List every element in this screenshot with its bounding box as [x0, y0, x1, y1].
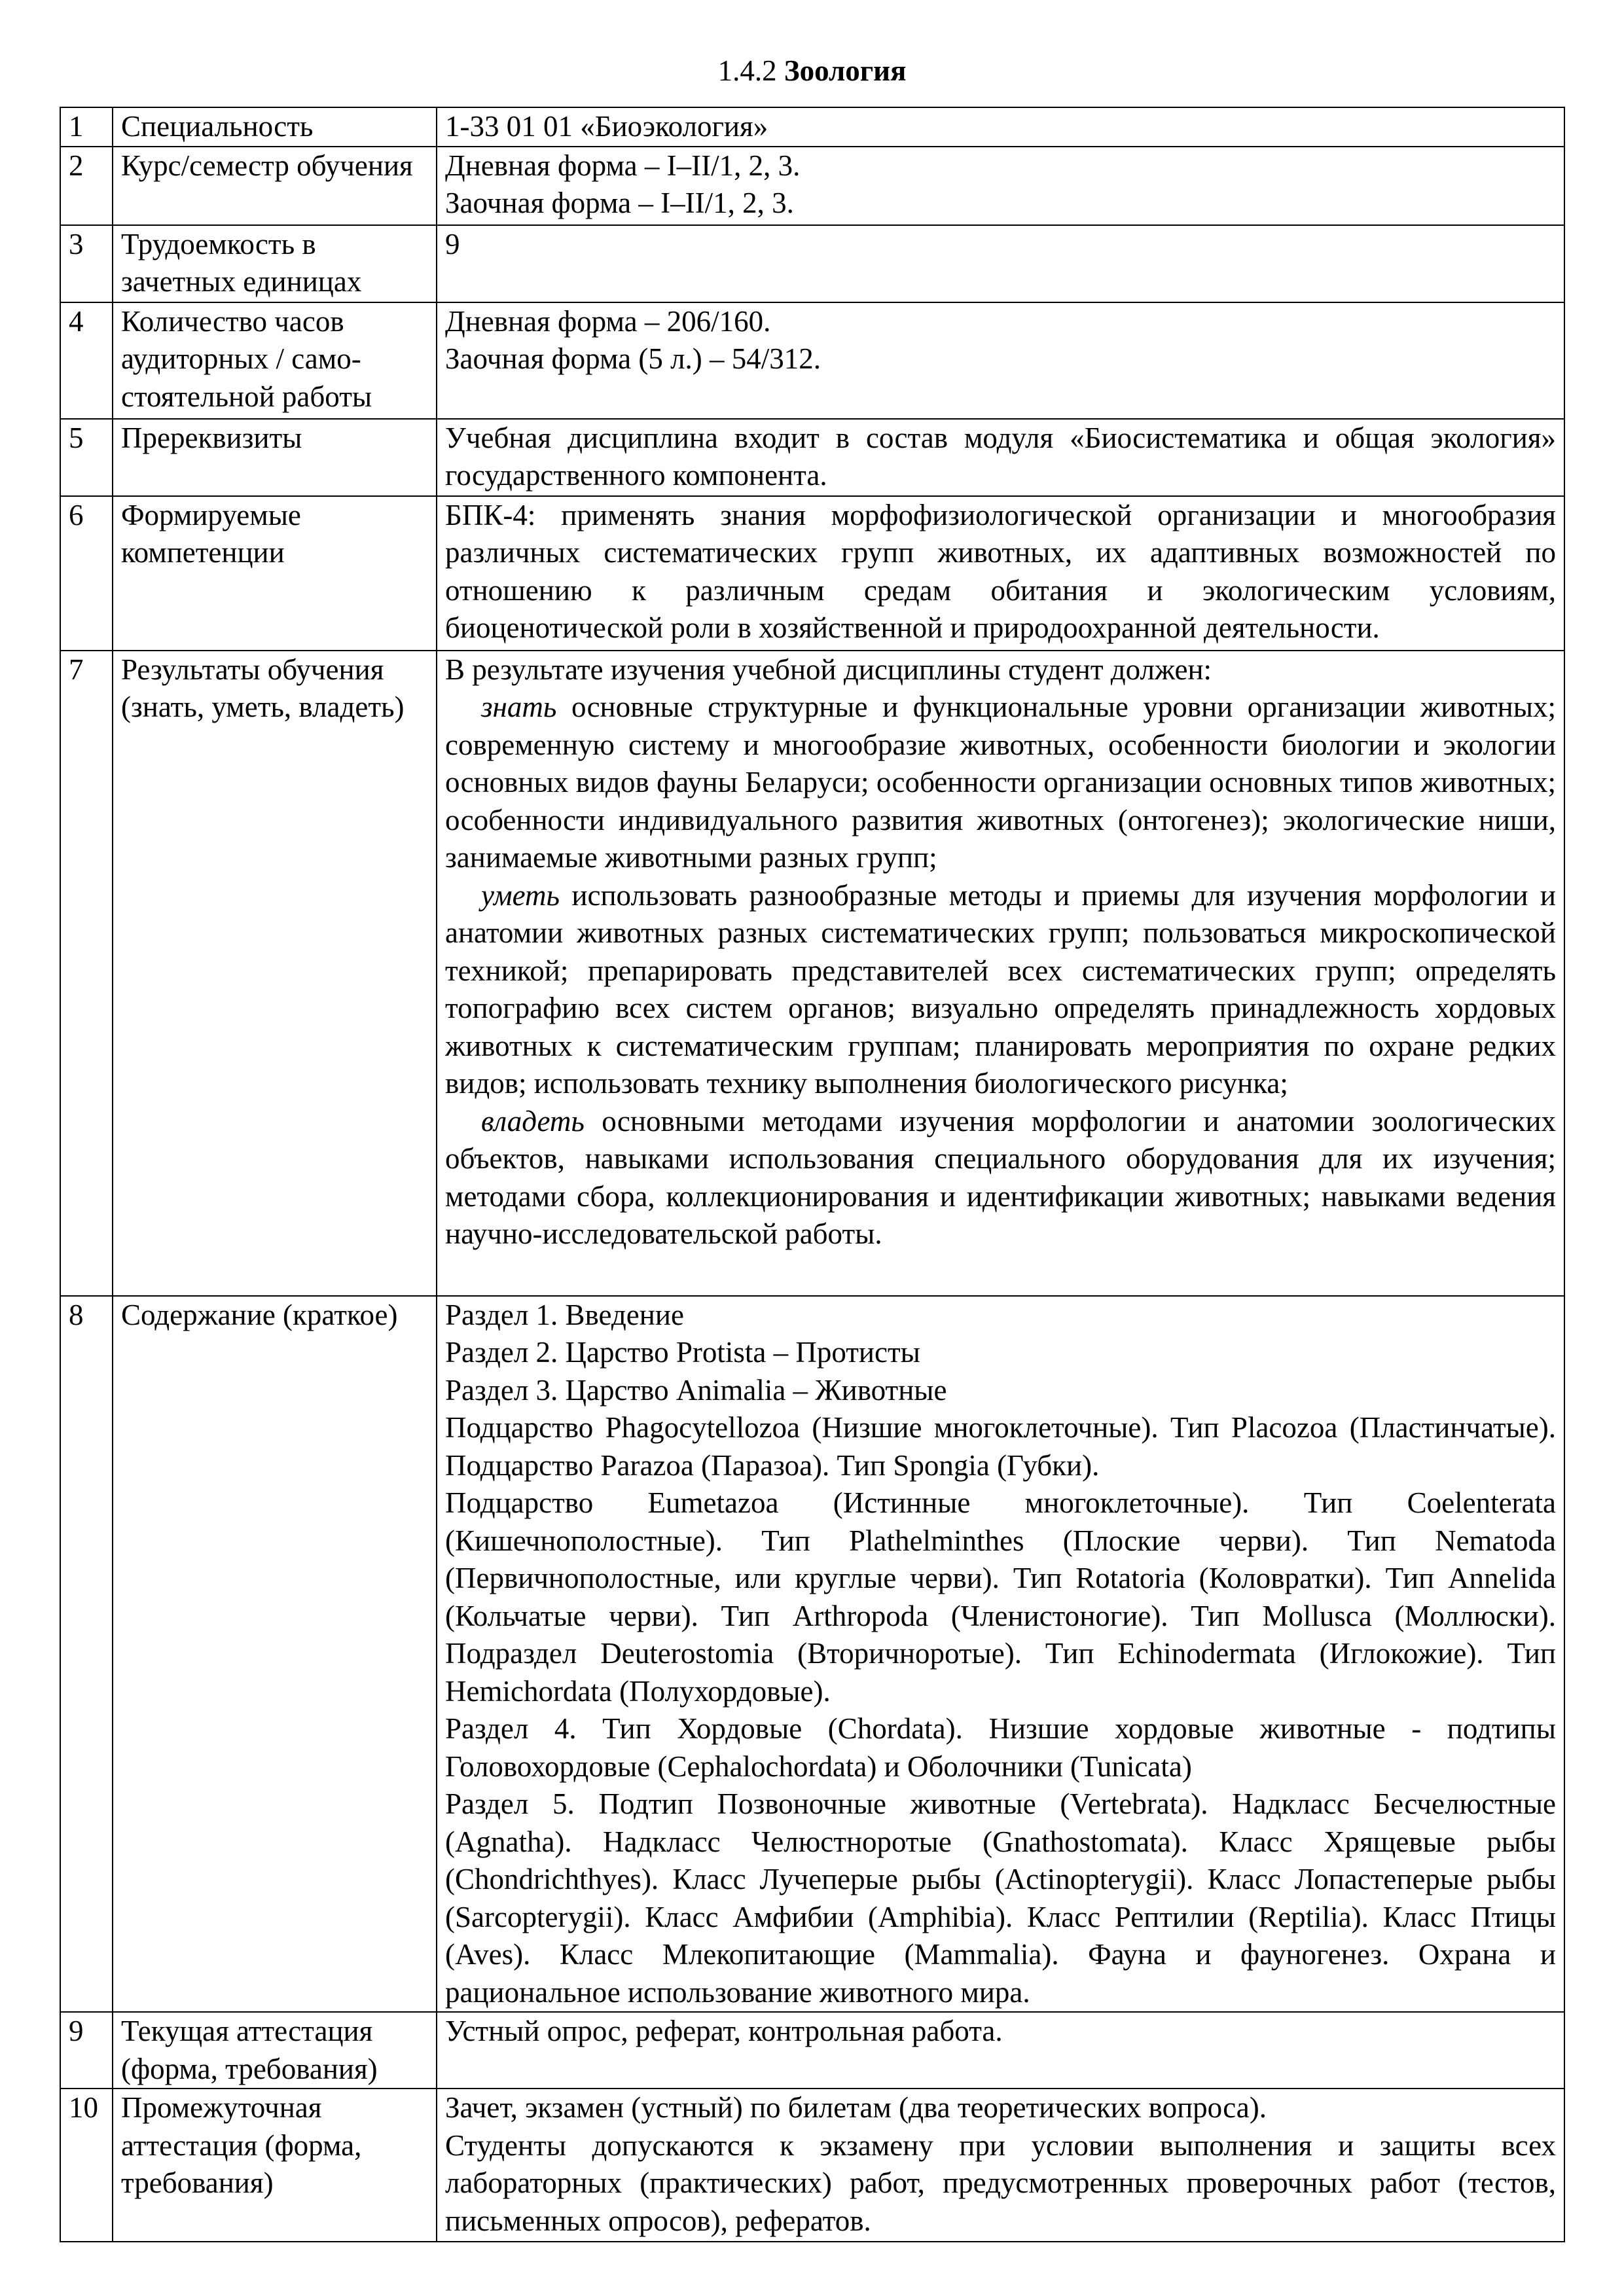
row-label: Формируемые компетенции: [113, 496, 437, 651]
table-row: [60, 225, 1564, 302]
row-number: 8: [60, 1296, 113, 2013]
row-value: Зачет, экзамен (устный) по билетам (два теоретических вопроса). Студенты допускаются к экзамену при условии выполнения и защиты всех лабораторных (практических) работ, предусмотренных проверочных работ (тестов, письменных опросов), рефератов.: [437, 2089, 1564, 2242]
discipline-table: [60, 107, 1565, 2242]
row-label: Специальность: [113, 107, 437, 147]
row-label: Промежуточная аттестация (форма, требования): [113, 2089, 437, 2242]
row-value: Дневная форма – 206/160. Заочная форма (5 л.) – 54/312.: [437, 302, 1564, 419]
row-label: Трудоемкость в зачетных единицах: [113, 225, 437, 302]
table-row: [60, 1296, 1564, 2013]
row-number: 1: [60, 107, 113, 147]
table-row: [60, 147, 1564, 225]
row-label: Результаты обучения (знать, уметь, владеть): [113, 651, 437, 1296]
row-value: БПК-4: применять знания морфофизиологической организации и многообразия различных систематических групп животных, их адаптивных возможностей по отношению к различным средам обитания и экологическим условиям, биоценотической роли в хозяйственной и природоохранной деятельности.: [437, 496, 1564, 651]
results-own: владеть основными методами изучения морфологии и анатомии зоологических объектов, навыками использования специального оборудования для их изучения; методами сбора, коллекционирования и идентификации животных; навыками ведения научно-исследовательской работы.: [445, 1104, 1556, 1250]
row-number: 7: [60, 651, 113, 1296]
table-row: [60, 496, 1564, 651]
row-number: 5: [60, 419, 113, 496]
row-number: 2: [60, 147, 113, 225]
table-row: [60, 302, 1564, 419]
row-number: 3: [60, 225, 113, 302]
row-number: 10: [60, 2089, 113, 2242]
table-row: [60, 651, 1564, 1296]
row-value: Дневная форма – I–II/1, 2, 3. Заочная форма – I–II/1, 2, 3.: [437, 147, 1564, 225]
row-value: Учебная дисциплина входит в состав модуля «Биосистематика и общая экология» государственного компонента.: [437, 419, 1564, 496]
row-label: Курс/семестр обучения: [113, 147, 437, 225]
table-row: [60, 419, 1564, 496]
table-row: [60, 2089, 1564, 2242]
row-value: 1-33 01 01 «Биоэкология»: [437, 107, 1564, 147]
results-know: знать основные структурные и функциональные уровни организации животных; современную систему и многообразие животных, особенности биологии и экологии основных видов фауны Беларуси; особенности организации основных типов животных; особенности индивидуального развития животных (онтогенез); экологические ниши, занимаемые животными разных групп;: [445, 691, 1556, 874]
table-row: [60, 2012, 1564, 2089]
content-section-4: Раздел 4. Тип Хордовые (Chordata). Низшие хордовые животные - подтипы Головохордовые (Cephalochordata) и Оболочники (Tunicata): [445, 1712, 1556, 1783]
row-number: 6: [60, 496, 113, 651]
table-row: [60, 107, 1564, 147]
row-number: 9: [60, 2012, 113, 2089]
row-label: Текущая аттестация (форма, требования): [113, 2012, 437, 2089]
results-can: уметь использовать разнообразные методы и приемы для изучения морфологии и анатомии животных разных систематических групп; пользоваться микроскопической техникой; препарировать представителей всех систематических групп; определять топографию всех систем органов; визуально определять принадлежность хордовых животных к систематическим группам; планировать мероприятия по охране редких видов; использовать технику выполнения биологического рисунка;: [445, 878, 1556, 1100]
content-paragraph: Подцарство Phagocytellozoa (Низшие многоклеточные). Тип Placozoa (Пластинчатые). Подцарство Parazoa (Паразоа). Тип Spongia (Губки).: [445, 1411, 1556, 1482]
content-section-3: Раздел 3. Царство Animalia – Животные: [445, 1373, 947, 1407]
content-section-5: Раздел 5. Подтип Позвоночные животные (Vertebrata). Надкласс Бесчелюстные (Agnatha). Надкласс Челюстноротые (Gnathostomata). Класс Хрящевые рыбы (Chondrichthyes). Класс Лучеперые рыбы (Actinopterygii). Класс Лопастеперые рыбы (Sarcopterygii). Класс Амфибии (Amphibia). Класс Рептилии (Reptilia). Класс Птицы (Aves). Класс Млекопитающие (Mammalia). Фауна и фауногенез. Охрана и рациональное использование животного мира.: [445, 1787, 1556, 2009]
row-value: [437, 651, 1564, 1296]
row-value: Устный опрос, реферат, контрольная работа.: [437, 2012, 1564, 2089]
row-label: Количество часов аудиторных / само-стоятельной работы: [113, 302, 437, 419]
row-label: Пререквизиты: [113, 419, 437, 496]
section-number: 1.4.2: [717, 54, 777, 87]
section-title: Зоология: [784, 54, 907, 87]
content-paragraph: Подцарство Eumetazoa (Истинные многоклеточные). Тип Coelenterata (Кишечнополостные). Тип Plathelminthes (Плоские черви). Тип Nematoda (Первичнополостные, или круглые черви). Тип Rotatoria (Коловратки). Тип Annelida (Кольчатые черви). Тип Arthropoda (Членистоногие). Тип Mollusca (Моллюски). Подраздел Deuterostomia (Вторичноротые). Тип Echinodermata (Иглокожие). Тип Hemichordata (Полухордовые).: [445, 1486, 1556, 1708]
row-value: [437, 1296, 1564, 2013]
page-title: [0, 51, 1624, 90]
row-number: 4: [60, 302, 113, 419]
content-section-1: Раздел 1. Введение: [445, 1298, 684, 1331]
row-value: 9: [437, 225, 1564, 302]
row-label: Содержание (краткое): [113, 1296, 437, 2013]
content-section-2: Раздел 2. Царство Protista – Протисты: [445, 1336, 920, 1369]
results-intro: В результате изучения учебной дисциплины студент должен:: [445, 653, 1212, 686]
